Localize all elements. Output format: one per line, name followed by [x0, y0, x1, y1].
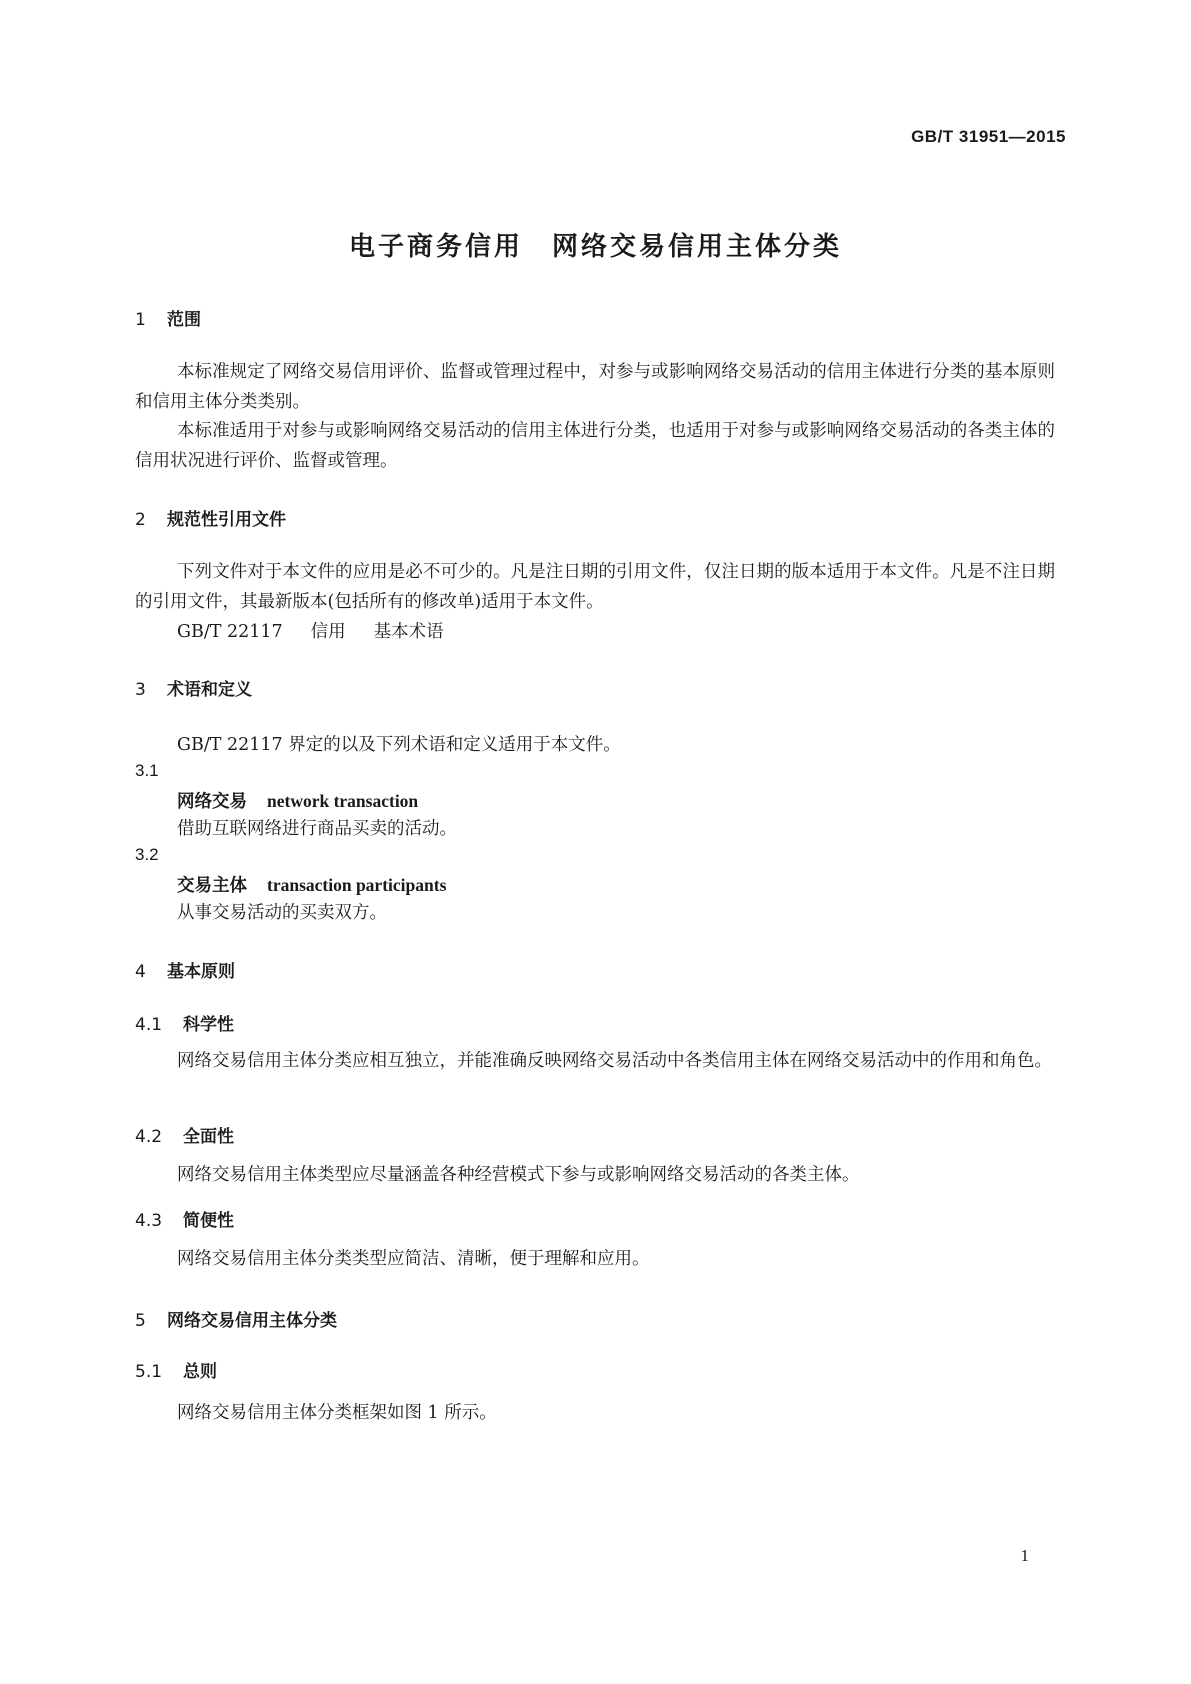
term-definition: 借助互联网络进行商品买卖的活动。: [177, 819, 457, 839]
section-number: 5: [135, 1311, 146, 1331]
term-zh: 交易主体: [177, 876, 247, 896]
section-number: 1: [135, 310, 146, 330]
scope-paragraph-1: 本标准规定了网络交易信用评价、监督或管理过程中，对参与或影响网络交易活动的信用主体进行分类的基本原则和信用主体分类类别。: [135, 362, 1055, 412]
standard-code: GB/T 31951—2015: [911, 127, 1066, 146]
principle-text: 网络交易信用主体分类应相互独立，并能准确反映网络交易活动中各类信用主体在网络交易活动中的作用和角色。: [177, 1051, 1052, 1071]
section-title: 术语和定义: [167, 680, 252, 700]
section-4-heading: [135, 957, 235, 982]
term-heading: [177, 872, 446, 897]
principle-text: 网络交易信用主体分类类型应简洁、清晰，便于理解和应用。: [177, 1249, 650, 1269]
section-title: 规范性引用文件: [167, 510, 286, 530]
scope-paragraph-2: 本标准适用于对参与或影响网络交易活动的信用主体进行分类，也适用于对参与或影响网络交易活动的各类主体的信用状况进行评价、监督或管理。: [135, 421, 1055, 471]
section-title: 范围: [167, 310, 201, 330]
subsection-number: 5.1: [135, 1362, 163, 1382]
subsection-title: 全面性: [183, 1127, 234, 1147]
subsection-title: 总则: [183, 1362, 217, 1382]
term-number: 3.2: [135, 845, 159, 864]
section-3-heading: [135, 675, 252, 700]
subsection-4-1-heading: [135, 1010, 234, 1035]
subsection-number: 4.2: [135, 1127, 163, 1147]
term-en: network transaction: [267, 791, 419, 811]
reference-code: GB/T 22117: [177, 622, 283, 642]
subsection-4-3-heading: [135, 1206, 234, 1231]
section-number: 4: [135, 962, 146, 982]
section-title: 网络交易信用主体分类: [167, 1311, 337, 1331]
terms-intro: GB/T 22117 界定的以及下列术语和定义适用于本文件。: [177, 735, 621, 755]
reference-word-1: 信用: [310, 622, 346, 642]
subsection-number: 4.3: [135, 1211, 163, 1231]
reference-word-2: 基本术语: [373, 622, 444, 642]
reference-entry: [177, 618, 444, 643]
subsection-4-2-heading: [135, 1122, 234, 1147]
subsection-title: 科学性: [183, 1015, 234, 1035]
subsection-5-1-heading: [135, 1357, 217, 1382]
section-2-heading: [135, 505, 286, 530]
document-title: 电子商务信用 网络交易信用主体分类: [348, 232, 842, 262]
section-number: 2: [135, 510, 146, 530]
normative-references-paragraph: 下列文件对于本文件的应用是必不可少的。凡是注日期的引用文件，仅注日期的版本适用于本文件。凡是不注日期的引用文件，其最新版本(包括所有的修改单)适用于本文件。: [135, 562, 1055, 612]
section-title: 基本原则: [167, 962, 235, 982]
page-number: 1: [1020, 1546, 1029, 1565]
term-number: 3.1: [135, 761, 159, 780]
section-5-heading: [135, 1306, 337, 1331]
subsection-title: 简便性: [183, 1211, 234, 1231]
section-1-heading: [135, 305, 201, 330]
section-number: 3: [135, 680, 146, 700]
general-text: 网络交易信用主体分类框架如图 1 所示。: [177, 1403, 497, 1423]
term-heading: [177, 788, 418, 813]
term-definition: 从事交易活动的买卖双方。: [177, 903, 387, 923]
principle-text: 网络交易信用主体类型应尽量涵盖各种经营模式下参与或影响网络交易活动的各类主体。: [177, 1165, 860, 1185]
subsection-number: 4.1: [135, 1015, 163, 1035]
term-zh: 网络交易: [177, 792, 247, 812]
term-en: transaction participants: [267, 875, 447, 895]
